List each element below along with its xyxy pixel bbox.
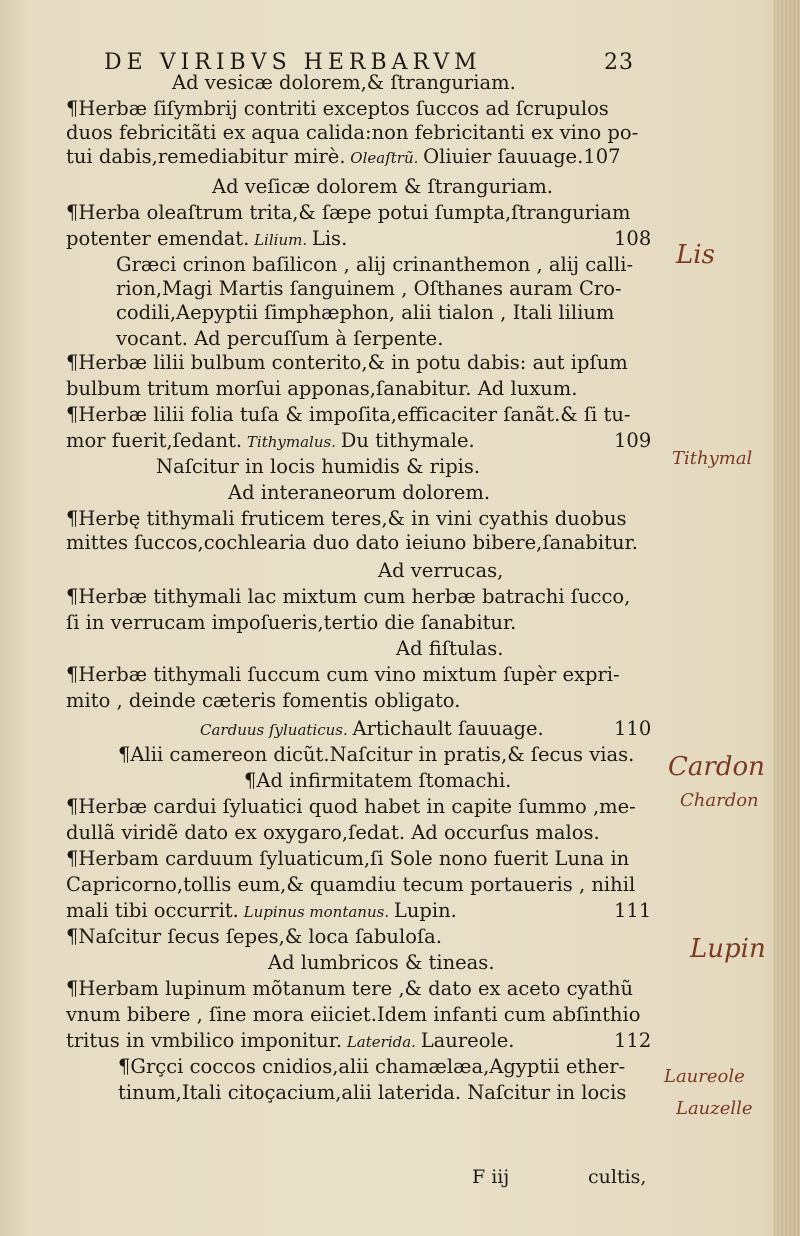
text-line [396,638,503,660]
text-line [200,718,544,741]
text-line [66,352,628,374]
text-line [66,1030,514,1053]
line-text: ¶Herbę tithymali fruticem teres,& in vini cyathis duobus [66,507,627,530]
french-herb-name: Oliuier ſauuage.107 [423,145,621,168]
line-text: ¶Herba oleaſtrum trita,& ſæpe potui ſumpta,ſtranguriam [66,201,631,224]
latin-herb-name: Lupinus montanus. [238,903,394,921]
text-line [66,202,630,224]
entry-number: 109 [614,429,652,452]
text-line [66,228,347,251]
text-line [244,770,511,792]
line-text: ¶Herbæ ſiſymbrij contriti exceptos ſuccos ad ſcrupulos [66,97,609,120]
latin-herb-name: Laterida. [342,1033,421,1051]
french-herb-name: Artichault ſauuage. [352,717,544,740]
text-line [378,560,503,582]
text-line [66,796,636,818]
text-line [66,1004,640,1026]
text-line [66,900,457,923]
french-herb-name: Lis. [311,227,348,250]
line-text: mito , deinde cæteris fomentis obligato. [66,689,461,712]
line-text: Græci crinon baſilicon , alij crinanthemon , alij calli- [116,253,634,276]
line-text: bulbum tritum morſui apponas,ſanabitur. Ad luxum. [66,377,578,400]
entry-number: 111 [614,899,652,922]
line-text: vnum bibere , ſine mora eiiciet.Idem infanti cum abſinthio [66,1003,641,1026]
line-text: tinum,Itali citoçacium,alii laterida. Naſcitur in locis [118,1081,627,1104]
handwritten-note: Lauzelle [676,1098,753,1119]
line-text: ¶Herbam carduum ſyluaticum,ſi Sole nono fuerit Luna in [66,847,630,870]
french-herb-name: Lupin. [393,899,457,922]
text-line [66,98,609,120]
text-line [116,254,633,276]
line-text: mor fuerit,ſedant. [66,429,243,452]
text-line [66,122,638,144]
text-line [268,952,495,974]
text-line [228,482,490,504]
text-line [212,176,553,198]
text-line [66,978,633,1000]
text-line [66,874,635,896]
line-text: ¶Herbæ cardui ſyluatici quod habet in capite ſummo ,me- [66,795,636,818]
text-line [66,926,442,948]
text-line [66,586,630,608]
text-line [66,664,620,686]
handwritten-note: Lupin [690,934,766,964]
text-line [66,690,460,712]
line-text: ¶Grçci coccos cnidios,alii chamælæa,Agyptii ether- [118,1055,626,1078]
line-text: ¶Herbæ lilii bulbum conterito,& in potu dabis: aut ipſum [66,351,628,374]
line-text: Ad verrucas, [378,559,504,582]
text-line [116,302,614,324]
catchword: cultis, [588,1166,647,1188]
entry-number: 110 [614,717,652,740]
latin-herb-name: Tithymalus. [242,433,341,451]
latin-herb-name: Oleaſtrũ. [345,149,424,167]
line-text: Naſcitur in locis humidis & ripis. [156,455,481,478]
text-line [118,1056,625,1078]
line-text: rion,Magi Martis ſanguinem , Oſthanes auram Cro- [116,277,622,300]
running-title: DE VIRIBVS HERBARVM [104,50,482,75]
text-line [66,822,600,844]
text-line [66,378,578,400]
handwritten-note: Cardon [668,752,765,782]
line-text: ¶Herbæ tithymali ſuccum cum vino mixtum ſupèr expri- [66,663,620,686]
text-line [66,508,627,530]
latin-herb-name: Lilium. [249,231,312,249]
line-text: vocant. Ad percuſſum à ſerpente. [116,327,444,350]
line-text: tritus in vmbilico imponitur. [66,1029,343,1052]
line-text: dullã viridẽ dato ex oxygaro,ſedat. Ad occurſus malos. [66,821,600,844]
text-line [116,278,622,300]
entry-number: 108 [614,227,652,250]
line-text: Capricorno,tollis eum,& quamdiu tecum portaueris , nihil [66,873,636,896]
line-text: ¶Herbæ tithymali lac mixtum cum herbæ batrachi ſucco, [66,585,631,608]
line-text: mali tibi occurrit. [66,899,239,922]
french-herb-name: Laureole. [420,1029,515,1052]
latin-herb-name: Carduus ſyluaticus. [200,721,353,739]
page-number: 23 [604,50,634,75]
line-text: ¶Herbæ lilii folia tuſa & impoſita,efficaciter ſanãt.& ſi tu- [66,403,631,426]
line-text: ¶Ad infirmitatem ſtomachi. [244,769,512,792]
line-text: duos febricitãti ex aqua calida:non febricitanti ex vino po- [66,121,639,144]
line-text: ¶Alii camereon dicũt.Naſcitur in pratis,& ſecus vias. [118,743,635,766]
line-text: ¶Naſcitur ſecus ſepes,& loca ſabuloſa. [66,925,442,948]
french-herb-name: Du tithymale. [340,429,475,452]
line-text: Ad vesicæ dolorem,& ſtranguriam. [172,71,516,94]
text-line [118,1082,626,1104]
line-text: ſi in verrucam impoſueris,tertio die ſanabitur. [66,611,517,634]
text-line [66,404,630,426]
text-line [118,744,634,766]
text-line [66,612,516,634]
text-line [156,456,480,478]
line-text: tui dabis,remediabitur mirè. [66,145,346,168]
line-text: ¶Herbam lupinum mõtanum tere ,& dato ex aceto cyathũ [66,977,634,1000]
line-text: Ad fiſtulas. [396,637,504,660]
signature-mark: F iij [472,1166,510,1188]
handwritten-note: Lis [676,240,715,270]
line-text: mittes ſuccos,cochlearia duo dato ieiuno bibere,ſanabitur. [66,531,638,554]
entry-number: 112 [614,1029,652,1052]
page-edge [774,0,800,1236]
text-line [66,848,629,870]
handwritten-note: Chardon [680,790,759,811]
handwritten-note: Laureole [664,1066,745,1087]
handwritten-note: Tithymal [672,448,753,469]
text-line [172,72,516,94]
text-line [66,532,638,554]
line-text: potenter emendat. [66,227,250,250]
text-line [66,430,475,453]
text-line [66,146,621,169]
line-text: Ad interaneorum dolorem. [228,481,491,504]
line-text: Ad veſicæ dolorem & ſtranguriam. [212,175,554,198]
line-text: Ad lumbricos & tineas. [268,951,495,974]
text-line [116,328,443,350]
line-text: codili,Aepyptii ſimphæphon, alii tialon , Itali lilium [116,301,615,324]
